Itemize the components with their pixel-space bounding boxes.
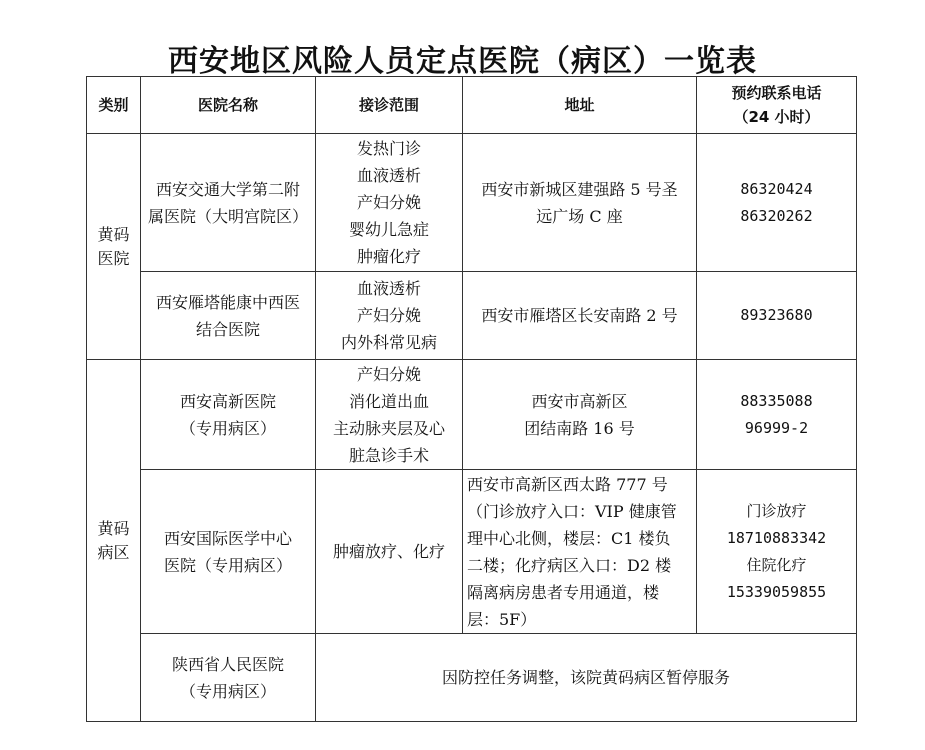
hospital-table — [86, 76, 857, 722]
phone-label: 门诊放疗 — [746, 501, 807, 520]
category-text: 医院 — [97, 248, 130, 268]
phone-number: 15339059855 — [726, 582, 827, 601]
address-line: 二楼；化疗病区入口：D2 楼 — [467, 555, 672, 575]
category-text: 黄码 — [97, 518, 130, 538]
scope-item: 主动脉夹层及心 — [332, 418, 445, 438]
table-row — [87, 360, 857, 470]
scope-cell — [316, 134, 463, 272]
phone-number: 89323680 — [740, 306, 813, 324]
scope-item: 产妇分娩 — [356, 193, 421, 212]
address-cell — [463, 360, 697, 470]
address-line: 西安市雁塔区长安南路 2 号 — [481, 306, 678, 325]
hospital-name-line: 西安雁塔能康中西医 — [155, 292, 300, 312]
address-line: 层：5F） — [467, 609, 537, 629]
category-yellow-ward — [87, 360, 141, 722]
phone-number: 86320424 — [740, 179, 813, 198]
table-row — [87, 470, 857, 634]
category-text: 黄码 — [97, 224, 130, 244]
scope-item: 肿瘤放疗、化疗 — [332, 542, 445, 561]
header-hospital: 医院名称 — [141, 77, 316, 134]
scope-cell — [316, 272, 463, 360]
scope-item: 消化道出血 — [348, 391, 429, 411]
scope-item: 发热门诊 — [356, 139, 421, 158]
address-line: 远广场 C 座 — [536, 206, 623, 226]
hospital-name-line: 医院（专用病区） — [163, 555, 292, 575]
header-phone-line1: 预约联系电话 — [731, 84, 822, 102]
scope-item: 血液透析 — [356, 166, 421, 185]
stray-line-mark — [856, 634, 857, 652]
scope-cell — [316, 360, 463, 470]
scope-item: 内外科常见病 — [340, 333, 437, 352]
table-row — [87, 134, 857, 272]
address-cell — [463, 470, 697, 634]
scope-item: 婴幼儿急症 — [348, 220, 429, 239]
hospital-name — [141, 360, 316, 470]
scope-item: 产妇分娩 — [356, 364, 421, 384]
address-line: 西安市高新区西太路 777 号 — [467, 474, 668, 494]
scope-item: 产妇分娩 — [356, 306, 421, 325]
address-cell — [463, 272, 697, 360]
hospital-name-line: 西安交通大学第二附 — [155, 179, 300, 199]
hospital-name — [141, 272, 316, 360]
address-line: 团结南路 16 号 — [524, 418, 635, 438]
header-phone-line2: （24 小时） — [733, 108, 820, 126]
scope-item: 脏急诊手术 — [348, 445, 429, 465]
address-line: （门诊放疗入口：VIP 健康管 — [467, 501, 677, 521]
phone-number: 96999-2 — [744, 418, 809, 437]
hospital-name-line: 属医院（大明宫院区） — [147, 206, 308, 226]
table-row — [87, 634, 857, 722]
scope-item: 肿瘤化疗 — [356, 247, 421, 266]
hospital-name-line: （专用病区） — [179, 681, 276, 701]
hospital-name — [141, 470, 316, 634]
phone-cell — [697, 470, 857, 634]
phone-cell — [697, 360, 857, 470]
phone-label: 住院化疗 — [746, 555, 807, 574]
table-row — [87, 272, 857, 360]
phone-cell — [697, 134, 857, 272]
header-category: 类别 — [87, 77, 141, 134]
page-title: 西安地区风险人员定点医院（病区）一览表 — [168, 44, 757, 79]
address-line: 西安市新城区建强路 5 号圣 — [481, 179, 678, 199]
category-yellow-hospital — [87, 134, 141, 360]
hospital-name-line: 西安高新医院 — [179, 391, 276, 411]
hospital-name-line: 西安国际医学中心 — [163, 528, 292, 548]
header-address: 地址 — [463, 77, 697, 134]
phone-number: 18710883342 — [726, 528, 827, 547]
category-text: 病区 — [97, 542, 130, 562]
scope-cell — [316, 470, 463, 634]
hospital-name-line: 结合医院 — [195, 319, 260, 339]
hospital-name-line: 陕西省人民医院 — [171, 654, 284, 674]
address-line: 理中心北侧，楼层：C1 楼负 — [467, 528, 671, 548]
hospital-name — [141, 134, 316, 272]
address-line: 西安市高新区 — [531, 391, 628, 411]
address-line: 隔离病房患者专用通道，楼 — [467, 582, 660, 602]
service-suspended-notice: 因防控任务调整，该院黄码病区暂停服务 — [316, 634, 857, 722]
header-phone — [697, 77, 857, 134]
phone-number: 86320262 — [740, 206, 813, 225]
hospital-name-line: （专用病区） — [179, 418, 276, 438]
header-scope: 接诊范围 — [316, 77, 463, 134]
scope-item: 血液透析 — [356, 279, 421, 298]
header-row — [87, 77, 857, 134]
address-cell — [463, 134, 697, 272]
hospital-name — [141, 634, 316, 722]
phone-number: 88335088 — [740, 391, 813, 410]
phone-cell — [697, 272, 857, 360]
